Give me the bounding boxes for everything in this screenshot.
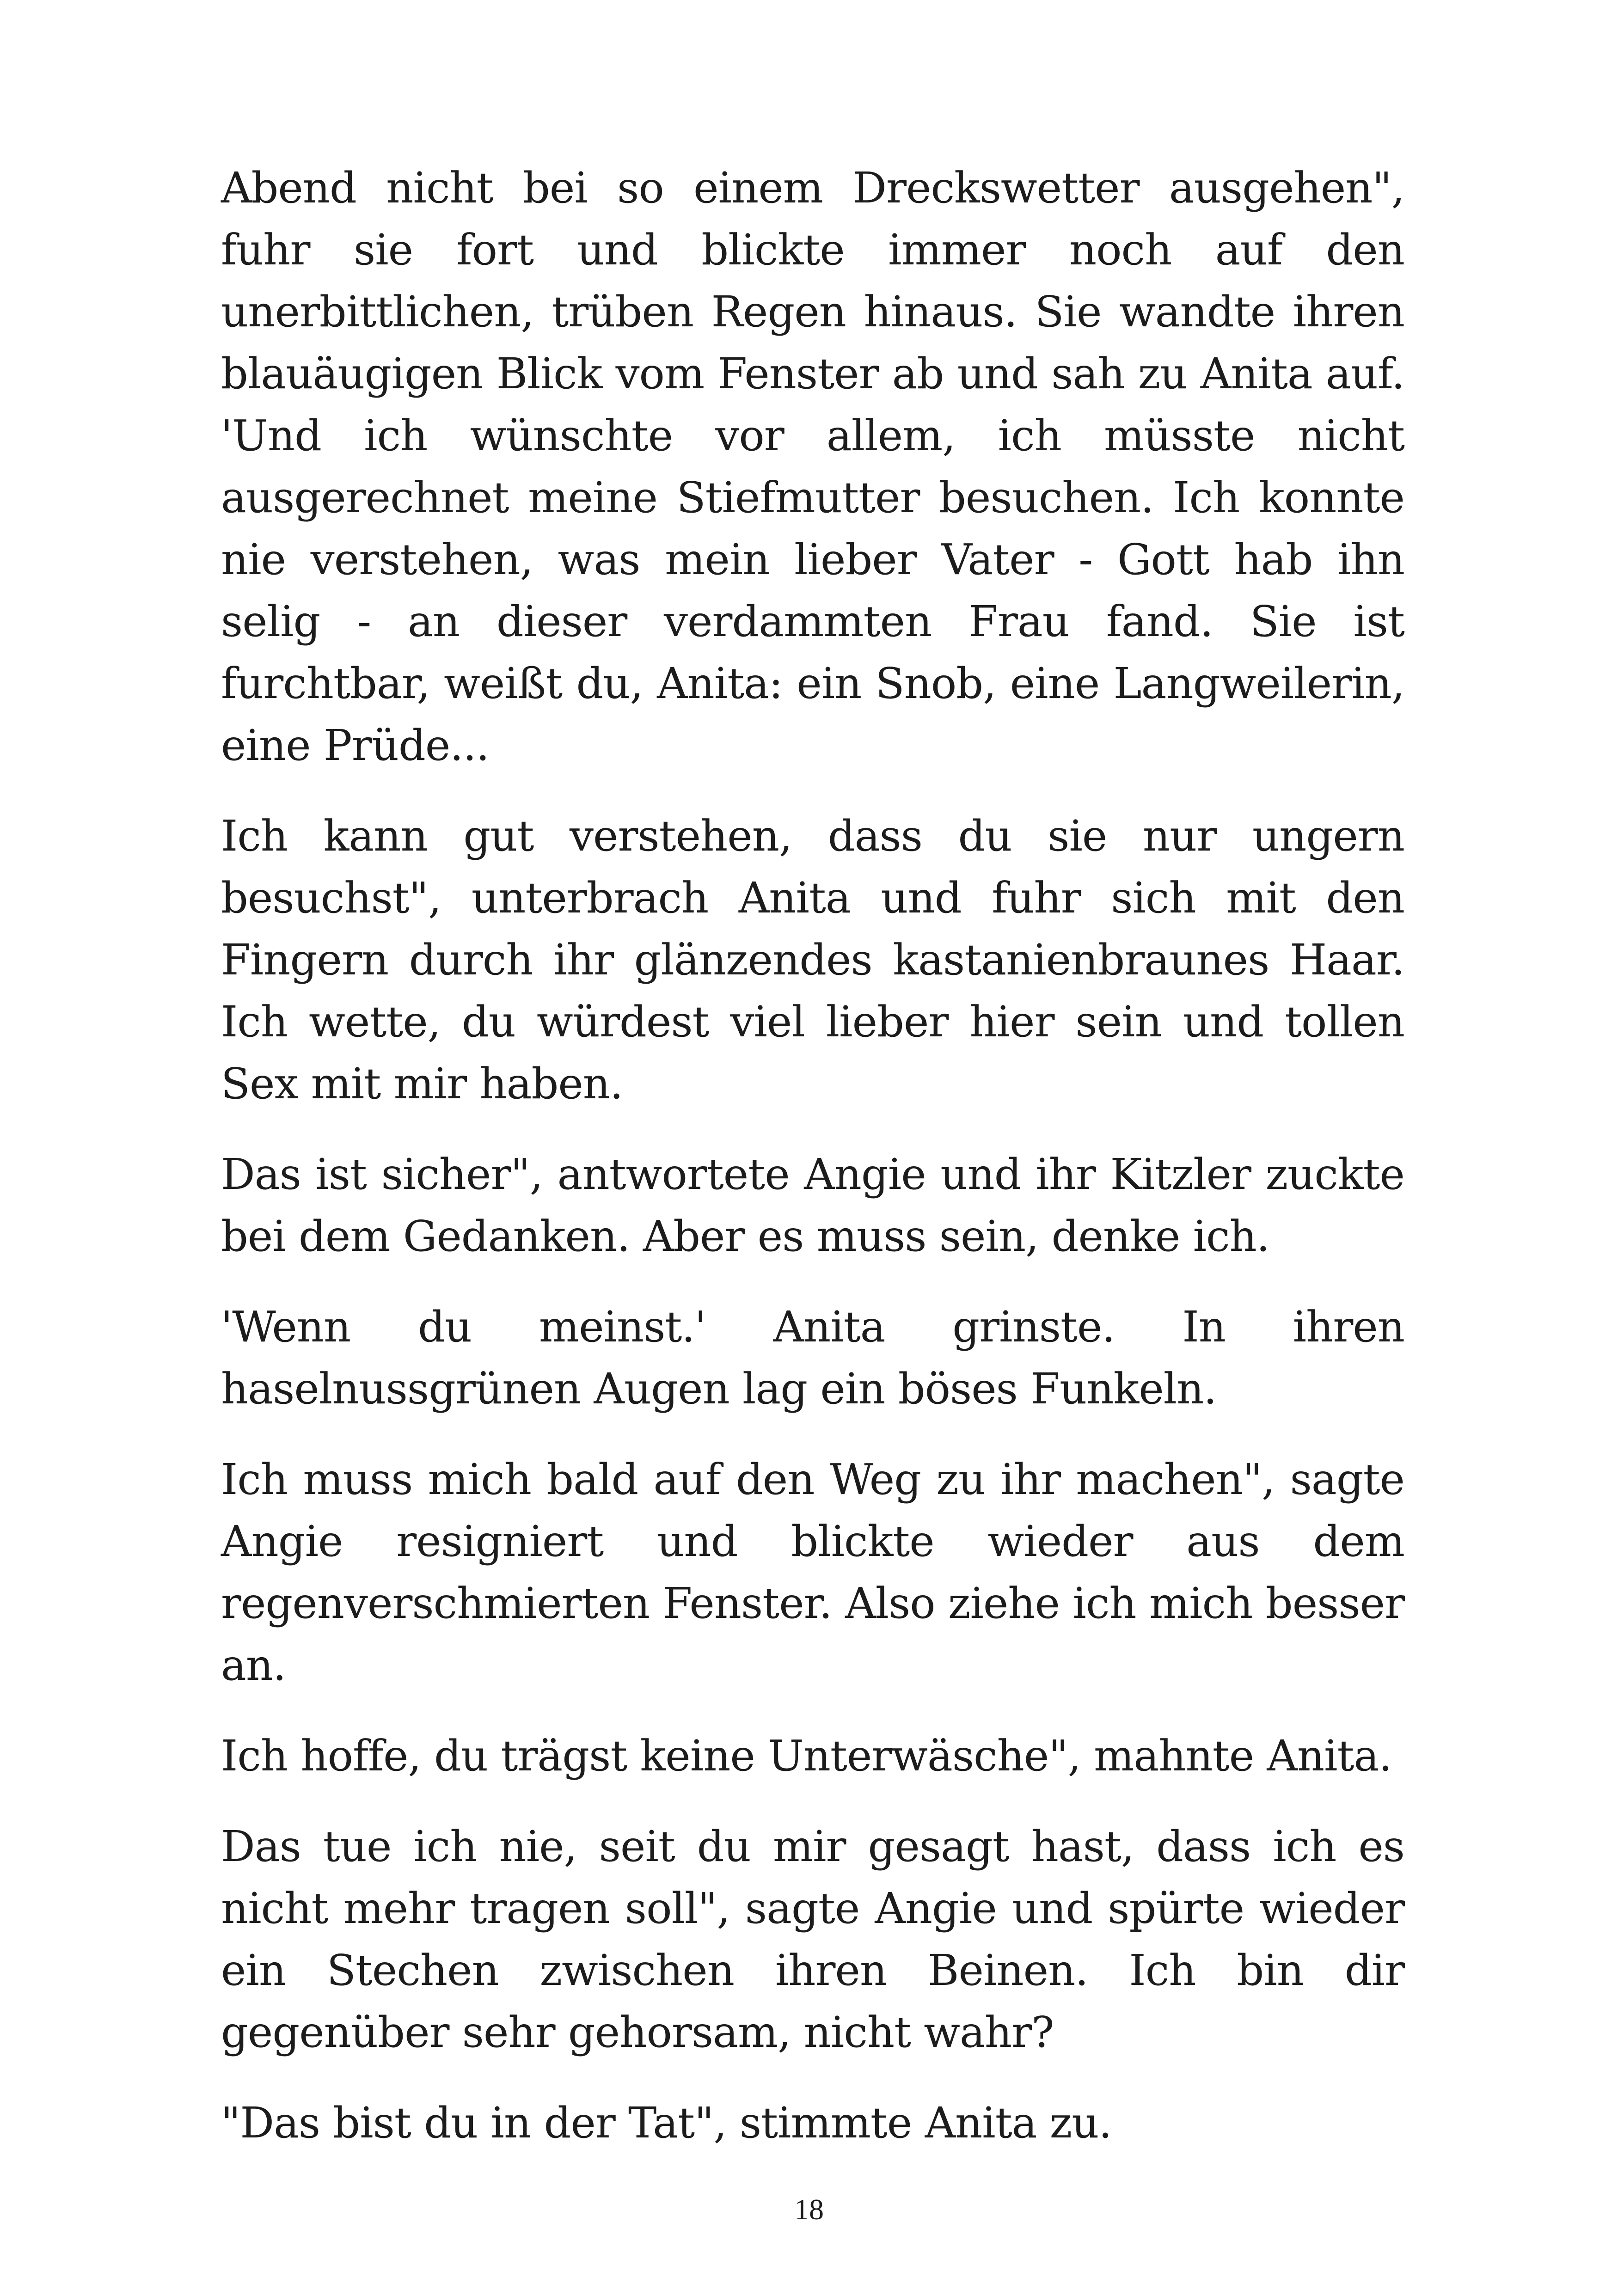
paragraph-7: Das tue ich nie, seit du mir gesagt hast, dass ich es nicht mehr tragen soll", sagte Angie und spürte wieder ein Stechen zwischen ihren Beinen. Ich bin dir gegenüber sehr gehorsam, nicht wahr?: [221, 1822, 1404, 2057]
paragraph-6: Ich hoffe, du trägst keine Unterwäsche", mahnte Anita.: [221, 1731, 1392, 1781]
body-text: [221, 157, 1404, 2183]
paragraph-4: 'Wenn du meinst.' Anita grinste. In ihren haselnussgrünen Augen lag ein böses Funkeln.: [221, 1302, 1404, 1414]
paragraph-1: Abend nicht bei so einem Dreckswetter ausgehen", fuhr sie fort und blickte immer noch auf den unerbittlichen, trüben Regen hinaus. Sie wandte ihren blauäugigen Blick vom Fenster ab und sah zu Anita auf. 'Und ich wünschte vor allem, ich müsste nicht ausgerechnet meine Stiefmutter besuchen. Ich konnte nie verstehen, was mein lieber Vater - Gott hab ihn selig - an dieser verdammten Frau fand. Sie ist furchtbar, weißt du, Anita: ein Snob, eine Langweilerin, eine Prüde...: [221, 163, 1404, 770]
paragraph-8: "Das bist du in der Tat", stimmte Anita zu.: [221, 2098, 1112, 2148]
paragraph-3: Das ist sicher", antwortete Angie und ihr Kitzler zuckte bei dem Gedanken. Aber es muss sein, denke ich.: [221, 1150, 1404, 1261]
paragraph-2: Ich kann gut verstehen, dass du sie nur ungern besuchst", unterbrach Anita und fuhr sich mit den Fingern durch ihr glänzendes kastanienbraunes Haar. Ich wette, du würdest viel lieber hier sein und tollen Sex mit mir haben.: [221, 811, 1404, 1108]
paragraph-5: Ich muss mich bald auf den Weg zu ihr machen", sagte Angie resigniert und blickte wieder aus dem regenverschmierten Fenster. Also ziehe ich mich besser an.: [221, 1455, 1404, 1690]
page-number: 18: [794, 2193, 824, 2226]
